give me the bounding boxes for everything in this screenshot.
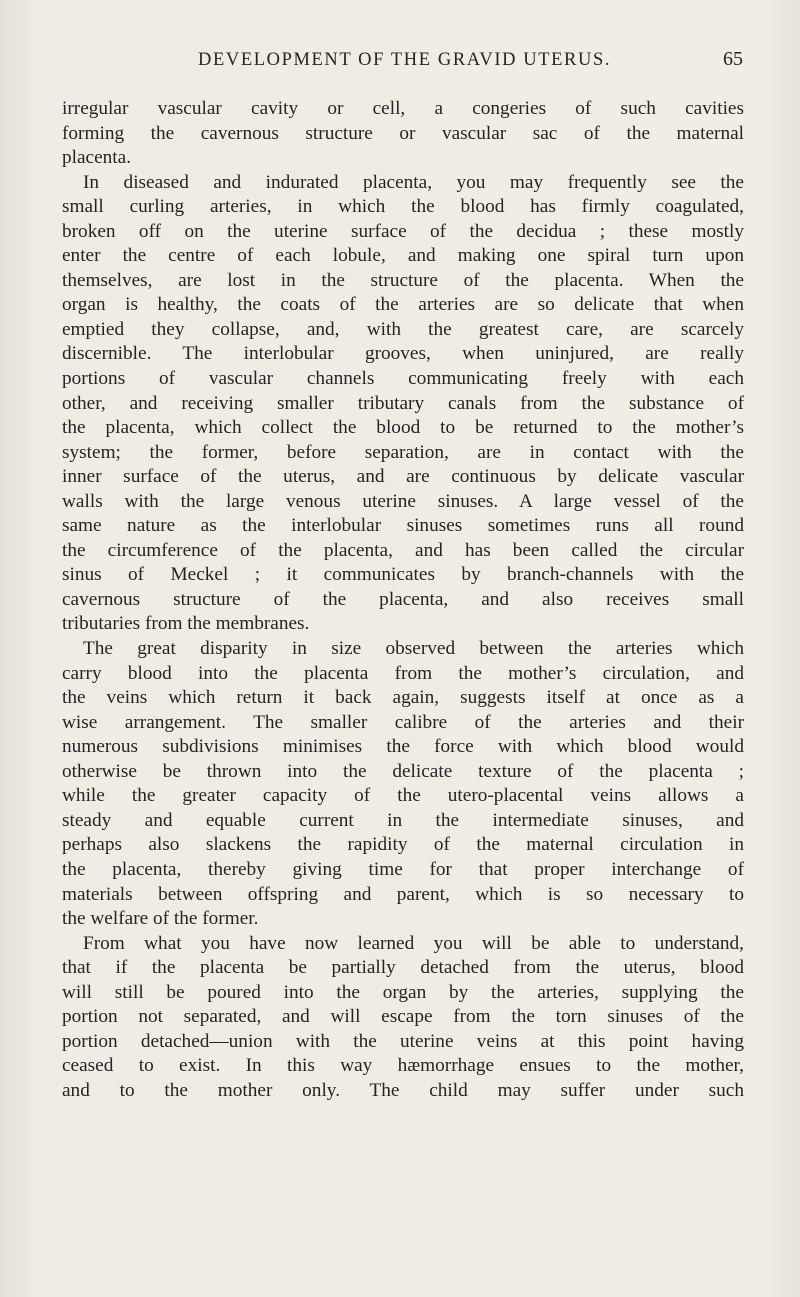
text-line: placenta.	[62, 147, 132, 169]
text-line: numerous subdivisions minimises the force with which blood would	[62, 736, 744, 758]
text-line: the circumference of the placenta, and has been called the circular	[62, 539, 744, 561]
text-line: the placenta, which collect the blood to be returned to the mother’s	[62, 417, 744, 439]
text-line: system; the former, before separation, are in contact with the	[62, 441, 744, 463]
text-line: walls with the large venous uterine sinuses. A large vessel of the	[62, 490, 744, 512]
text-line: small curling arteries, in which the blood has firmly coagulated,	[62, 196, 744, 218]
running-title: DEVELOPMENT OF THE GRAVID UTERUS.	[198, 50, 612, 70]
text-line: forming the cavernous structure or vascular sac of the maternal	[62, 122, 744, 144]
text-line: sinus of Meckel ; it communicates by branch-channels with the	[62, 564, 744, 586]
page-header	[0, 50, 800, 80]
text-line: wise arrangement. The smaller calibre of the arteries and their	[62, 711, 744, 733]
text-line: organ is healthy, the coats of the arteries are so delicate that when	[62, 294, 744, 316]
text-line: materials between offspring and parent, which is so necessary to	[62, 883, 744, 905]
body-text	[62, 97, 744, 1103]
text-line: tributaries from the membranes.	[62, 613, 310, 635]
text-line: steady and equable current in the intermediate sinuses, and	[62, 809, 744, 831]
text-line: that if the placenta be partially detached from the uterus, blood	[62, 957, 744, 979]
text-line: carry blood into the placenta from the mother’s circulation, and	[62, 662, 744, 684]
text-line: From what you have now learned you will be able to understand,	[83, 932, 744, 954]
text-line: portions of vascular channels communicating freely with each	[62, 368, 744, 390]
page-number: 65	[723, 48, 743, 70]
text-line: irregular vascular cavity or cell, a congeries of such cavities	[62, 98, 744, 119]
text-line: In diseased and indurated placenta, you may frequently see the	[83, 171, 744, 193]
text-line: portion not separated, and will escape from the torn sinuses of the	[62, 1006, 744, 1028]
text-line: portion detached—union with the uterine veins at this point having	[62, 1030, 744, 1052]
text-line: otherwise be thrown into the delicate texture of the placenta ;	[62, 760, 744, 782]
text-line: enter the centre of each lobule, and making one spiral turn upon	[62, 245, 744, 267]
text-line: ceased to exist. In this way hæmorrhage ensues to the mother,	[62, 1055, 744, 1077]
text-line: other, and receiving smaller tributary canals from the substance of	[62, 392, 744, 414]
text-line: cavernous structure of the placenta, and also receives small	[62, 588, 744, 610]
text-line: broken off on the uterine surface of the decidua ; these mostly	[62, 220, 744, 242]
text-line: The great disparity in size observed between the arteries which	[83, 638, 744, 660]
text-line: discernible. The interlobular grooves, when uninjured, are really	[62, 343, 744, 365]
text-line: emptied they collapse, and, with the greatest care, are scarcely	[62, 318, 744, 340]
text-line: the placenta, thereby giving time for that proper interchange of	[62, 858, 744, 880]
text-line: themselves, are lost in the structure of the placenta. When the	[62, 269, 744, 291]
text-line: perhaps also slackens the rapidity of the maternal circulation in	[62, 834, 744, 856]
text-line: the veins which return it back again, suggests itself at once as a	[62, 687, 744, 709]
text-line: will still be poured into the organ by the arteries, supplying the	[62, 981, 744, 1003]
text-line: and to the mother only. The child may suffer under such	[62, 1079, 744, 1101]
text-line: the welfare of the former.	[62, 908, 259, 930]
text-line: same nature as the interlobular sinuses sometimes runs all round	[62, 515, 744, 537]
text-line: inner surface of the uterus, and are continuous by delicate vascular	[62, 466, 744, 488]
text-line: while the greater capacity of the utero-placental veins allows a	[62, 785, 744, 807]
